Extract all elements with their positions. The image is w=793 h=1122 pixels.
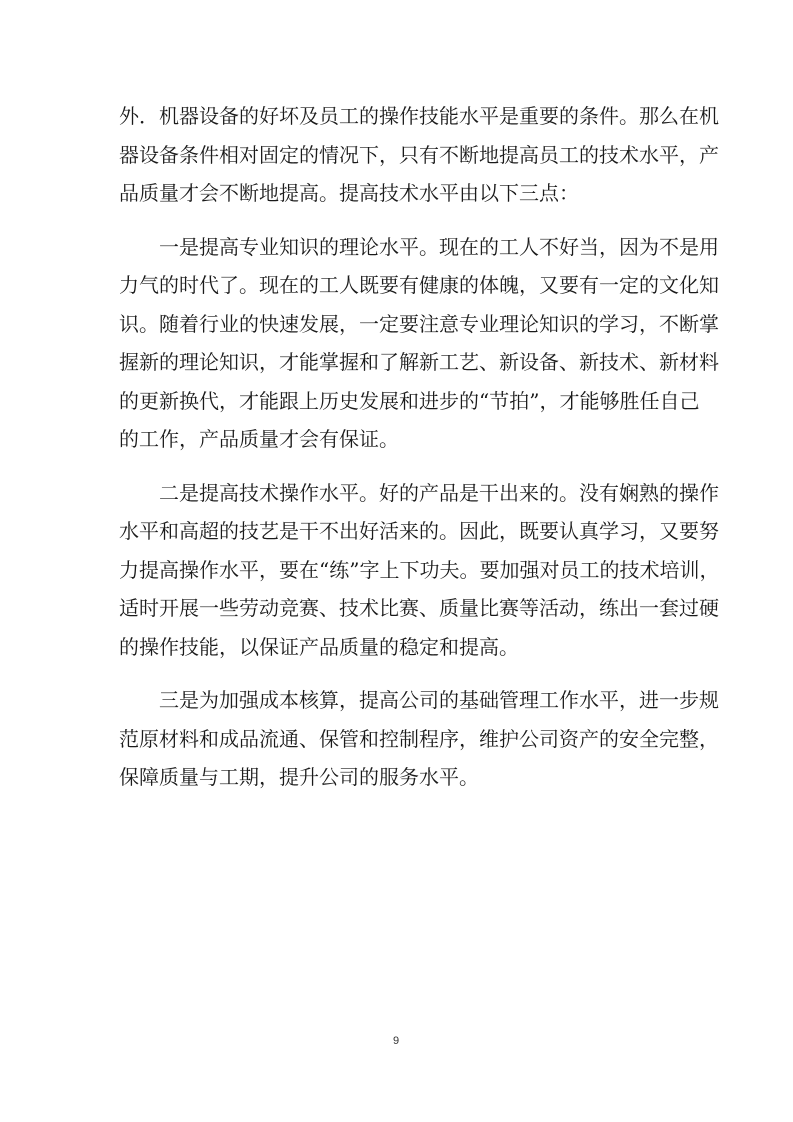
text-line: 握新的理论知识，才能掌握和了解新工艺、新设备、新技术、新材料 bbox=[119, 350, 719, 374]
text-line: 一是提高专业知识的理论水平。现在的工人不好当，因为不是用 bbox=[159, 234, 719, 259]
text-line: 力提高操作水平，要在“练”字上下功夫。要加强对员工的技术培训， bbox=[119, 557, 720, 582]
text-line: 三是为加强成本核算，提高公司的基础管理工作水平，进一步规 bbox=[159, 688, 719, 712]
text-line: 适时开展一些劳动竞赛、技术比赛、质量比赛等活动，练出一套过硬 bbox=[119, 596, 719, 620]
text-line: 保障质量与工期，提升公司的服务水平。 bbox=[119, 765, 479, 789]
paragraph-3 bbox=[119, 474, 720, 667]
paragraph-2 bbox=[119, 228, 719, 459]
text-line: 器设备条件相对固定的情况下，只有不断地提高员工的技术水平，产 bbox=[119, 142, 719, 167]
text-line: 二是提高技术操作水平。好的产品是干出来的。没有娴熟的操作 bbox=[159, 480, 719, 505]
text-line: 的操作技能，以保证产品质量的稳定和提高。 bbox=[119, 634, 519, 659]
text-line: 范原材料和成品流通、保管和控制程序，维护公司资产的安全完整， bbox=[119, 726, 719, 751]
text-line: 外．机器设备的好坏及员工的操作技能水平是重要的条件。那么在机 bbox=[119, 104, 719, 128]
text-line: 的工作，产品质量才会有保证。 bbox=[119, 427, 399, 451]
body-text bbox=[119, 97, 720, 797]
text-line: 力气的时代了。现在的工人既要有健康的体魄，又要有一定的文化知 bbox=[119, 273, 719, 297]
paragraph-4 bbox=[119, 681, 719, 797]
text-line: 品质量才会不断地提高。提高技术水平由以下三点： bbox=[119, 181, 579, 205]
paragraph-1 bbox=[119, 97, 719, 213]
page-number: 9 bbox=[392, 1035, 400, 1047]
text-line: 的更新换代，才能跟上历史发展和进步的“节拍”，才能够胜任自己 bbox=[119, 388, 700, 413]
text-line: 水平和高超的技艺是干不出好活来的。因此，既要认真学习，又要努 bbox=[119, 519, 719, 543]
text-line: 识。随着行业的快速发展，一定要注意专业理论知识的学习，不断掌 bbox=[119, 311, 719, 336]
